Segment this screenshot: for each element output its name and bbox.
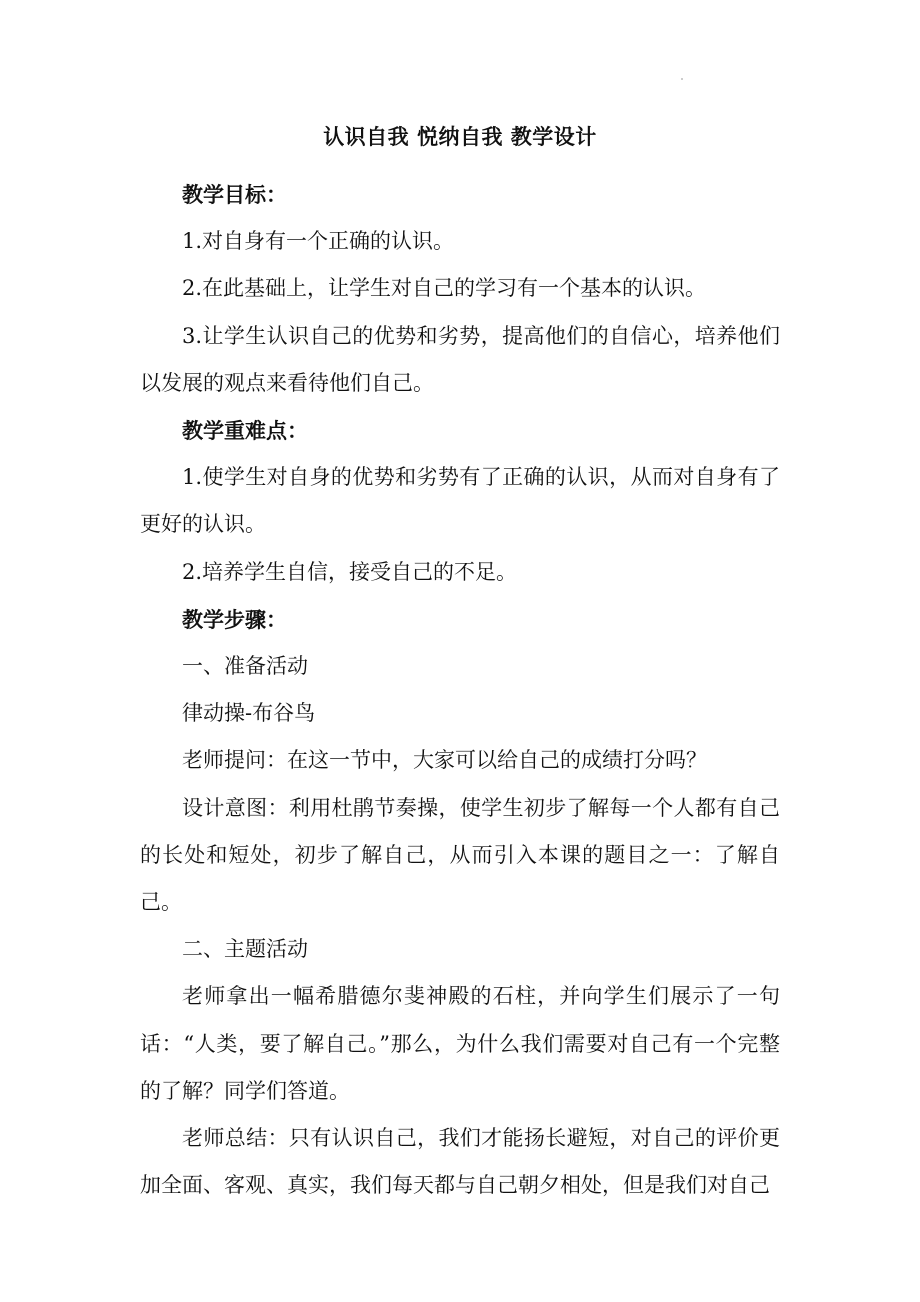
document-body [140, 171, 780, 1209]
document-title: 认识自我 悦纳自我 教学设计 [323, 124, 597, 149]
paragraph: 老师拿出一幅希腊德尔斐神殿的石柱，并向学生们展示了一句话：“人类，要了解自己。”那么，为什么我们需要对自己有一个完整的了解？同学们答道。 [140, 984, 780, 1103]
paragraph: 1.使学生对自身的优势和劣势有了正确的认识，从而对自身有了更好的认识。 [140, 465, 780, 537]
paragraph: 2.培养学生自信，接受自己的不足。 [182, 559, 518, 584]
section-heading-objectives: 教学目标： [182, 182, 287, 207]
paragraph: 1.对自身有一个正确的认识。 [182, 229, 455, 254]
paragraph: 一、准备活动 [182, 654, 308, 679]
paragraph: 二、主题活动 [182, 937, 308, 962]
paragraph: 老师提问：在这一节中，大家可以给自己的成绩打分吗？ [182, 748, 707, 773]
section-heading-key-points: 教学重难点： [182, 418, 308, 444]
paragraph: 3.让学生认识自己的优势和劣势，提高他们的自信心，培养他们以发展的观点来看待他们自己。 [140, 323, 780, 395]
scan-speck [681, 78, 683, 80]
paragraph: 设计意图：利用杜鹃节奏操，使学生初步了解每一个人都有自己的长处和短处，初步了解自己，从而引入本课的题目之一：了解自己。 [140, 795, 780, 915]
section-heading-steps: 教学步骤： [182, 606, 287, 632]
paragraph: 律动操-布谷鸟 [182, 701, 316, 726]
paragraph: 2.在此基础上，让学生对自己的学习有一个基本的认识。 [182, 276, 707, 301]
paragraph: 老师总结：只有认识自己，我们才能扬长避短，对自己的评价更加全面、客观、真实，我们每天都与自己朝夕相处，但是我们对自己 [140, 1126, 780, 1198]
